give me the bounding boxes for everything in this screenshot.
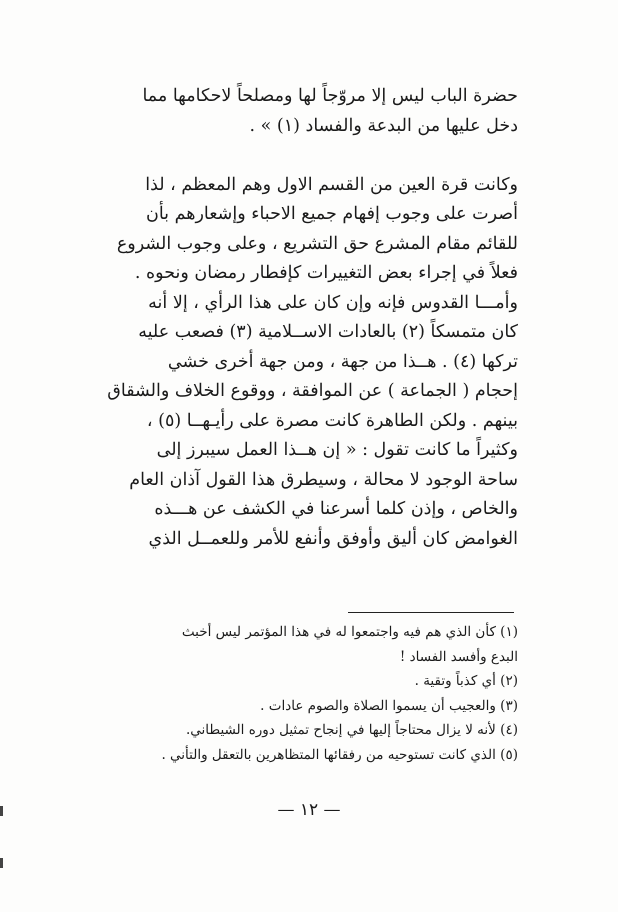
footnote-1-continued: البدع وأفسد الفساد ! bbox=[399, 648, 518, 665]
text-line: وكثيراً ما كانت تقول : « إن هــذا العمل سيبرز إلى bbox=[156, 440, 518, 460]
main-text-block bbox=[88, 82, 518, 554]
footnote-separator bbox=[348, 612, 514, 613]
text-line: ساحة الوجود لا محالة ، وسيطرق هذا القول آذان العام bbox=[129, 469, 518, 490]
page-number: — ١٢ — bbox=[277, 800, 341, 820]
footnote-2: (٢) أي كذباً وتقية . bbox=[414, 673, 518, 689]
text-line: فعلاً في إجراء بعض التغييرات كإفطار رمضان ونحوه . bbox=[134, 263, 518, 283]
text-line: للقائم مقام المشرع حق التشريع ، وعلى وجوب الشروع bbox=[116, 233, 518, 254]
text-line: بينهم . ولكن الطاهرة كانت مصرة على رأيـهــا (٥) ، bbox=[146, 410, 518, 431]
footnotes-block bbox=[88, 620, 518, 767]
text-line: الغوامض كان أليق وأوفق وأنفع للأمر وللعمــل الذي bbox=[148, 528, 518, 549]
text-line: تركها (٤) . هــذا من جهة ، ومن جهة أخرى خشي bbox=[167, 351, 518, 372]
text-line: إحجام ( الجماعة ) عن الموافقة ، ووقوع الخلاف والشقاق bbox=[107, 381, 518, 401]
scan-edge-mark bbox=[0, 858, 3, 868]
footnote-1: (١) كأن الذي هم فيه واجتمعوا له في هذا المؤتمر ليس أخبث bbox=[181, 624, 518, 640]
paragraph-gap bbox=[88, 141, 518, 171]
footnote-3: (٣) والعجيب أن يسموا الصلاة والصوم عادات . bbox=[260, 697, 518, 714]
text-line: حضرة الباب ليس إلا مروّجاً لها ومصلحاً لاحكامها مما bbox=[142, 86, 518, 106]
text-line: وكانت قرة العين من القسم الاول وهم المعظم ، لذا bbox=[145, 174, 518, 195]
text-line: أصرت على وجوب إفهام جميع الاحباء وإشعارهم بأن bbox=[145, 204, 518, 224]
scan-edge-mark bbox=[0, 806, 3, 816]
footnote-4: (٤) لأنه لا يزال محتاجاً إليها في إنجاح تمثيل دوره الشيطاني. bbox=[185, 722, 518, 738]
text-line: دخل عليها من البدعة والفساد (١) » . bbox=[249, 115, 518, 136]
footnote-5: (٥) الذي كانت تستوحيه من رفقائها المتظاهرين بالتعقل والتأني . bbox=[161, 746, 518, 763]
text-line: والخاص ، وإذن كلما أسرعنا في الكشف عن هـــذه bbox=[154, 499, 518, 519]
text-line: كان متمسكاً (٢) بالعادات الاســلامية (٣) فصعب عليه bbox=[138, 322, 518, 342]
text-line: وأمـــا القدوس فإنه وإن كان على هذا الرأي ، إلا أنه bbox=[148, 292, 518, 313]
